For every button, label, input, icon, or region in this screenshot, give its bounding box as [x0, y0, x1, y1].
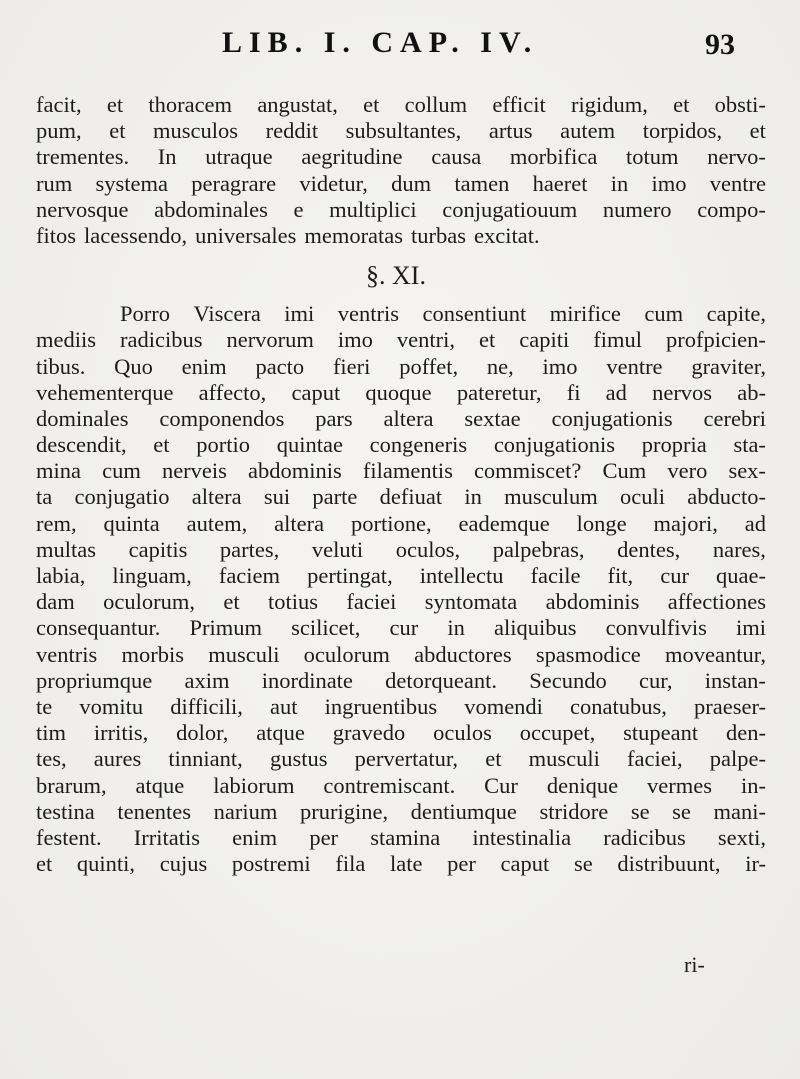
running-head: LIB. I. CAP. IV. — [222, 26, 539, 59]
text-line: mina cum nerveis abdominis filamentis commiscet? Cum vero sex- — [36, 458, 766, 484]
body-text — [36, 92, 766, 877]
catchword: ri- — [684, 952, 705, 977]
text-line: fitos lacessendo, universales memoratas turbas excitat. — [36, 222, 540, 248]
page-number: 93 — [705, 28, 735, 61]
text-line: festent. Irritatis enim per stamina intestinalia radicibus sexti, — [36, 824, 766, 850]
text-line: facit, et thoracem angustat, et collum efficit rigidum, et obsti- — [36, 92, 766, 117]
text-line: ta conjugatio altera sui parte defiuat in musculum oculi abducto- — [36, 484, 766, 510]
text-line: dominales componendos pars altera sextae conjugationis cerebri — [36, 405, 766, 431]
text-line: vehementerque affecto, caput quoque pateretur, fi ad nervos ab- — [36, 379, 766, 405]
text-line: consequantur. Primum scilicet, cur in aliquibus convulfivis imi — [36, 615, 766, 641]
text-line: descendit, et portio quintae congeneris conjugationis propria sta- — [36, 432, 766, 458]
text-line: propriumque axim inordinate detorqueant. Secundo cur, instan- — [36, 667, 766, 693]
text-line: nervosque abdominales e multiplici conjugatiouum numero compo- — [36, 196, 766, 222]
paragraph-1 — [36, 92, 766, 249]
section-heading: §. XI. — [366, 261, 426, 291]
text-line: Porro Viscera imi ventris consentiunt mirifice cum capite, — [120, 301, 766, 327]
text-line: tibus. Quo enim pacto fieri poffet, ne, imo ventre graviter, — [36, 353, 766, 379]
text-line: pum, et musculos reddit subsultantes, artus autem torpidos, et — [36, 118, 766, 144]
text-line: dam oculorum, et totius faciei syntomata abdominis affectiones — [36, 589, 766, 615]
text-line: ventris morbis musculi oculorum abductores spasmodice moveantur, — [36, 641, 766, 667]
text-line: tim irritis, dolor, atque gravedo oculos occupet, stupeant den- — [36, 720, 766, 746]
text-line: testina tenentes narium prurigine, dentiumque stridore se se mani- — [36, 798, 766, 824]
text-line: mediis radicibus nervorum imo ventri, et capiti fimul profpicien- — [36, 327, 766, 353]
text-line: brarum, atque labiorum contremiscant. Cur denique vermes in- — [36, 772, 766, 798]
text-line: te vomitu difficili, aut ingruentibus vomendi conatubus, praeser- — [36, 693, 766, 719]
page-header — [0, 26, 800, 66]
paragraph-2 — [36, 301, 766, 877]
text-line: rum systema peragrare videtur, dum tamen haeret in imo ventre — [36, 170, 766, 196]
text-line: et quinti, cujus postremi fila late per caput se distribuunt, ir- — [36, 851, 766, 877]
text-line: rem, quinta autem, altera portione, eademque longe majori, ad — [36, 510, 766, 536]
text-line: labia, linguam, faciem pertingat, intellectu facile fit, cur quae- — [36, 563, 766, 588]
text-line: trementes. In utraque aegritudine causa morbifica totum nervo- — [36, 144, 766, 170]
text-line: tes, aures tinniant, gustus pervertatur, et musculi faciei, palpe- — [36, 746, 766, 772]
text-line: multas capitis partes, veluti oculos, palpebras, dentes, nares, — [36, 536, 766, 562]
